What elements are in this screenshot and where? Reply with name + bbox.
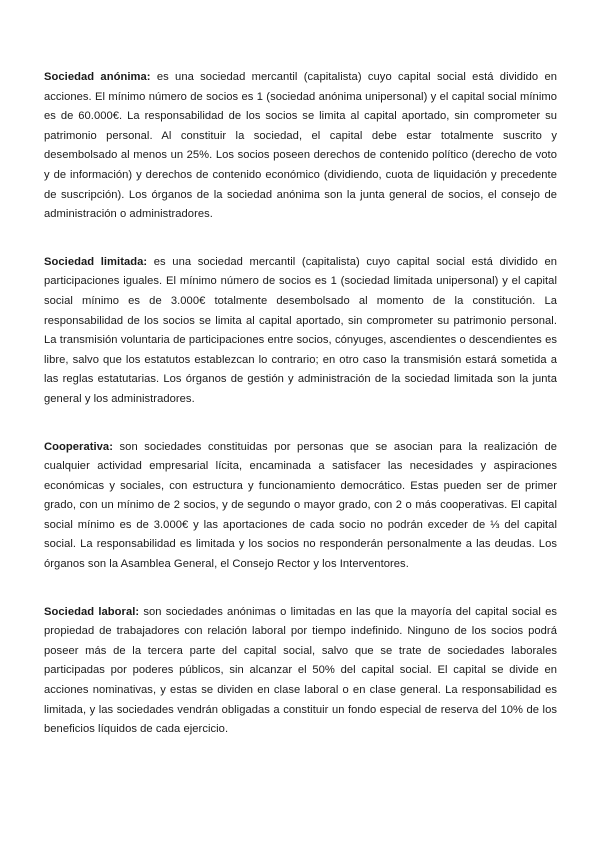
paragraph-sociedad-laboral (44, 603, 557, 740)
document-page (44, 68, 557, 768)
paragraph-sociedad-limitada (44, 253, 557, 410)
paragraph-text: es una sociedad mercantil (capitalista) cuyo capital social está dividido en participaciones iguales. El mínimo número de socios es 1 (sociedad limitada unipersonal) y el capital social mínimo es de 3.000€ totalmente desembolsado al momento de la constitución. La responsabilidad de los socios se limita al capital aportado, sin comprometer su patrimonio personal. La transmisión voluntaria de participaciones entre socios, cónyuges, ascendientes o descendientes es libre, salvo que los estatutos establezcan lo contrario; en otro caso la transmisión estará sometida a las reglas estatutarias. Los órganos de gestión y administración de la sociedad limitada son la junta general y los administradores. (44, 255, 557, 405)
paragraph-sociedad-anonima (44, 68, 557, 225)
paragraph-text: son sociedades anónimas o limitadas en las que la mayoría del capital social es propiedad de trabajadores con relación laboral por tiempo indefinido. Ninguno de los socios podrá poseer más de la tercera parte del capital social, salvo que se trate de sociedades laborales participadas por poderes públicos, sin alcanzar el 50% del capital social. El capital se divide en acciones nominativas, y estas se dividen en clase laboral o en clase general. La responsabilidad es limitada, y las sociedades vendrán obligadas a constituir un fondo especial de reserva del 10% de los beneficios líquidos de cada ejercicio. (44, 605, 557, 736)
term-heading: Cooperativa: (44, 440, 113, 453)
paragraph-cooperativa (44, 438, 557, 575)
term-heading: Sociedad limitada: (44, 255, 148, 268)
paragraph-text: es una sociedad mercantil (capitalista) cuyo capital social está dividido en acciones. El mínimo número de socios es 1 (sociedad anónima unipersonal) y el capital social mínimo es de 60.000€. La responsabilidad de los socios se limita al capital aportado, sin comprometer su patrimonio personal. Al constituir la sociedad, el capital debe estar totalmente suscrito y desembolsado al menos un 25%. Los socios poseen derechos de contenido político (derecho de voto y de información) y derechos de contenido económico (dividiendo, cuota de liquidación y precedente de suscripción). Los órganos de la sociedad anónima son la junta general de socios, el consejo de administración o administradores. (44, 71, 557, 221)
term-heading: Sociedad anónima: (44, 71, 151, 83)
term-heading: Sociedad laboral: (44, 605, 140, 618)
paragraph-text: son sociedades constituidas por personas que se asocian para la realización de cualquier actividad empresarial lícita, encaminada a satisfacer las necesidades y aspiraciones económicas y sociales, con estructura y funcionamiento democrático. Estas pueden ser de primer grado, con un mínimo de 2 socios, y de segundo o mayor grado, con 2 o más cooperativas. El capital social mínimo es de 3.000€ y las aportaciones de cada socio no podrán exceder de ⅓ del capital social. La responsabilidad es limitada y los socios no responderán personalmente a las deudas. Los órganos son la Asamblea General, el Consejo Rector y los Interventores. (44, 440, 557, 571)
